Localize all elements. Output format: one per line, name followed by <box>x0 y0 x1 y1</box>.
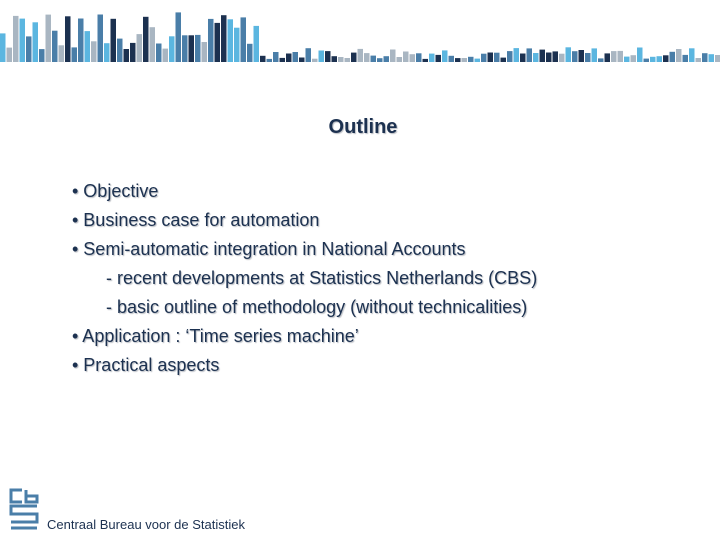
header-bar <box>553 51 559 62</box>
header-bar <box>221 15 227 62</box>
header-bar <box>436 55 442 62</box>
header-bar <box>689 48 695 62</box>
header-bar <box>65 16 71 62</box>
header-bar <box>46 15 52 62</box>
header-bar <box>559 54 565 62</box>
header-bar <box>189 35 195 62</box>
header-bar <box>163 49 169 62</box>
header-bar <box>449 56 455 62</box>
header-bar <box>390 50 396 63</box>
header-bar <box>124 49 130 62</box>
header-bar <box>150 27 156 62</box>
header-bar <box>85 31 91 62</box>
header-bar <box>351 53 357 62</box>
header-bar <box>52 31 58 62</box>
header-bar <box>332 56 338 62</box>
header-bar <box>494 53 500 62</box>
outline-list <box>72 177 537 380</box>
header-bar <box>501 58 507 62</box>
header-bar <box>377 58 383 62</box>
header-bar <box>481 54 487 62</box>
header-bar <box>676 49 682 62</box>
header-bar <box>234 28 240 62</box>
header-bar <box>299 58 305 63</box>
header-bar <box>78 19 84 63</box>
header-bar <box>98 15 104 63</box>
header-bar <box>364 53 370 62</box>
header-bar <box>13 16 19 62</box>
outline-item: • Semi-automatic integration in National Accounts <box>72 239 466 259</box>
header-bar <box>0 33 6 62</box>
header-bar <box>176 12 182 62</box>
header-bar <box>20 19 26 62</box>
outline-item: • Objective <box>72 181 159 201</box>
header-bar <box>254 26 260 62</box>
header-bar <box>488 53 494 63</box>
header-bar <box>462 58 468 62</box>
header-bar <box>644 59 650 62</box>
header-bar <box>195 35 201 62</box>
header-bar <box>280 58 286 62</box>
header-bar <box>416 53 422 62</box>
header-bar <box>130 43 136 62</box>
header-bar <box>143 17 149 62</box>
header-bar <box>585 53 591 62</box>
header-bar <box>59 45 65 62</box>
header-bar <box>312 59 318 62</box>
outline-subitem: - recent developments at Statistics Netherlands (CBS) <box>106 268 538 288</box>
header-bar <box>228 19 234 62</box>
cbs-logo-icon <box>8 487 40 531</box>
header-bar <box>572 51 578 62</box>
header-bar <box>637 48 643 63</box>
header-bar <box>650 57 656 62</box>
header-bar <box>260 56 266 62</box>
header-bar <box>624 57 630 62</box>
header-bar <box>533 53 539 62</box>
header-bar <box>468 57 474 62</box>
header-bar <box>605 53 611 62</box>
outline-item: • Application : ‘Time series machine’ <box>72 326 359 346</box>
header-bar <box>117 39 123 62</box>
header-bar <box>566 47 572 62</box>
header-bar <box>540 50 546 62</box>
header-bar <box>429 54 435 62</box>
header-bar <box>293 52 299 62</box>
header-bar <box>618 51 624 62</box>
header-bar <box>169 36 175 62</box>
header-bar <box>507 51 513 62</box>
header-bar <box>137 34 143 62</box>
header-bar <box>702 53 708 62</box>
header-bar <box>592 48 598 62</box>
header-bar <box>455 58 461 62</box>
outline-subitem: - basic outline of methodology (without technicalities) <box>106 297 528 317</box>
header-bar <box>410 54 416 62</box>
organization-name: Centraal Bureau voor de Statistiek <box>47 517 245 532</box>
header-bar <box>182 35 188 62</box>
header-bar <box>247 44 253 62</box>
header-bar <box>611 51 617 62</box>
header-bar <box>286 54 292 63</box>
header-bar <box>319 51 325 63</box>
header-bar <box>267 59 273 62</box>
header-bar <box>39 49 45 62</box>
outline-item: • Business case for automation <box>72 210 320 230</box>
header-bar <box>104 43 110 62</box>
slide-title: Outline <box>328 116 398 138</box>
header-bar <box>670 52 676 62</box>
header-bar <box>709 54 715 62</box>
header-bar <box>598 58 604 62</box>
header-bar <box>715 55 720 62</box>
header-bar <box>397 57 403 62</box>
header-bar <box>338 57 344 62</box>
header-bar <box>208 19 214 62</box>
header-bar <box>241 17 247 62</box>
header-bar <box>156 44 162 63</box>
header-bar <box>33 22 39 62</box>
header-bar <box>111 19 117 62</box>
header-bar <box>696 58 702 62</box>
header-bar <box>91 41 97 62</box>
outline-item: • Practical aspects <box>72 355 220 375</box>
header-bar <box>631 55 637 62</box>
header-bar-decoration <box>0 0 720 66</box>
header-bar <box>657 56 663 62</box>
header-bar <box>325 51 331 62</box>
header-bar <box>423 59 429 62</box>
header-bar <box>72 47 78 62</box>
header-bar <box>683 55 689 62</box>
header-bar <box>26 36 32 62</box>
header-bar <box>475 59 481 62</box>
header-bar <box>442 50 448 62</box>
header-bar <box>663 55 669 62</box>
header-bar <box>546 53 552 63</box>
header-bar <box>514 48 520 62</box>
header-bar <box>345 58 351 62</box>
header-bar <box>306 48 312 62</box>
header-bar <box>371 56 377 62</box>
header-bar <box>403 52 409 63</box>
header-bar <box>527 48 533 62</box>
header-bar <box>202 42 208 62</box>
header-bar <box>579 50 585 62</box>
header-bar <box>215 23 221 62</box>
header-bar <box>520 54 526 63</box>
header-bar <box>384 56 390 62</box>
header-bar <box>273 52 279 62</box>
header-bar <box>358 49 364 62</box>
header-bar <box>7 48 13 62</box>
